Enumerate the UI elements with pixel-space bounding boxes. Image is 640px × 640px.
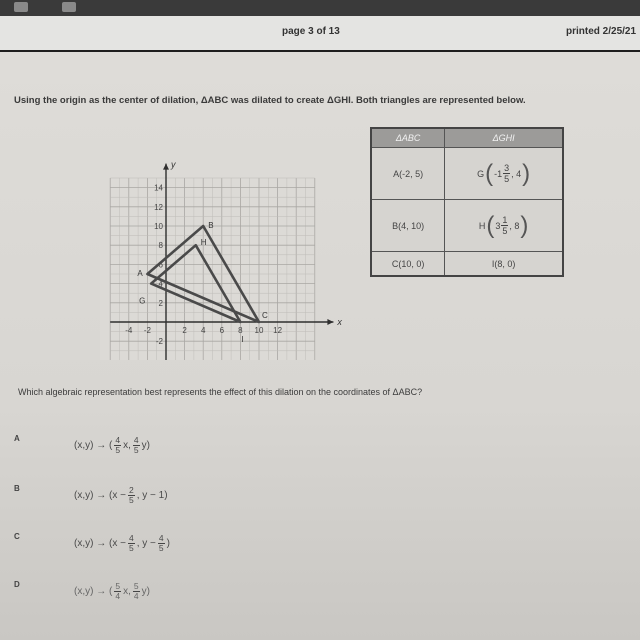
point-i-label-graph: I xyxy=(241,335,244,344)
x-tick-label: 12 xyxy=(273,326,283,335)
option-c-letter[interactable]: C xyxy=(14,532,20,541)
point-b-cell: B(4, 10) xyxy=(371,200,445,252)
x-tick-label: 4 xyxy=(200,326,206,335)
option-c-expression[interactable]: (x,y) → (x − $\frac{4}{5}$ , y − $\frac{4}{5}$ ) xyxy=(74,533,170,553)
page-number: page 3 of 13 xyxy=(282,26,340,37)
question-which: Which algebraic representation best represents the effect of this dilation on the coordinates of ΔABC? xyxy=(18,387,423,397)
point-a-label: A xyxy=(137,269,143,278)
y-tick-label: 4 xyxy=(158,279,163,289)
x-tick-label: 6 xyxy=(219,326,225,335)
point-h-label-graph: H xyxy=(200,238,207,248)
point-g-cell: G ( -1 $\frac{3}{5}$ , 4 ) xyxy=(445,148,563,200)
x-axis-arrow xyxy=(327,319,333,325)
point-g-whole: -1 xyxy=(494,168,503,179)
question-prompt: Using the origin as the center of dilation, ΔABC was dilated to create ΔGHI. Both triangles are represented below. xyxy=(14,95,526,106)
table-header-abc: ΔABC xyxy=(371,128,445,148)
y-tick-label: 2 xyxy=(158,298,163,308)
table-header-ghi: ΔGHI xyxy=(445,128,563,148)
x-tick-label: -4 xyxy=(125,326,133,335)
point-h-y: , 8 xyxy=(509,220,520,231)
point-h-fraction: $\frac{1}{5}$ xyxy=(502,215,508,237)
browser-toolbar xyxy=(0,0,640,16)
coordinates-table xyxy=(370,127,564,277)
x-axis-label: x xyxy=(337,317,342,327)
point-c-label: C xyxy=(262,311,268,320)
point-g-y: , 4 xyxy=(511,168,522,179)
x-tick-label: 2 xyxy=(182,326,187,335)
graph-paper xyxy=(100,138,316,360)
point-h-label: H xyxy=(478,220,486,231)
table-row xyxy=(371,148,563,200)
option-a-letter[interactable]: A xyxy=(14,434,20,443)
coordinate-graph xyxy=(90,110,350,360)
point-h-whole: 3 xyxy=(495,220,501,231)
x-tick-label: -2 xyxy=(143,326,151,335)
option-b-letter[interactable]: B xyxy=(14,484,20,493)
table-row xyxy=(371,200,563,252)
x-tick-label: 10 xyxy=(254,326,264,335)
option-b-expression[interactable]: (x,y) → (x − $\frac{2}{5}$ , y − 1) xyxy=(74,485,168,505)
point-g-label-graph: G xyxy=(139,296,146,306)
point-c-cell: C(10, 0) xyxy=(371,252,445,276)
y-tick-label: 12 xyxy=(154,202,163,212)
point-g-fraction: $\frac{3}{5}$ xyxy=(504,163,510,185)
pencil-icon[interactable] xyxy=(14,2,28,12)
point-a-cell: A(-2, 5) xyxy=(371,148,445,200)
point-g-label: G xyxy=(477,168,485,179)
point-i-cell: I(8, 0) xyxy=(445,252,563,276)
table-row xyxy=(371,252,563,276)
option-d-letter[interactable]: D xyxy=(14,580,20,589)
printed-date: printed 2/25/21 xyxy=(566,26,637,37)
option-a-expression[interactable]: (x,y) → ( $\frac{4}{5}$ x, $\frac{4}{5}$ y) xyxy=(74,435,150,455)
y-tick-label: 6 xyxy=(158,260,163,270)
option-d-expression[interactable]: (x,y) → ( $\frac{5}{4}$ x, $\frac{5}{4}$ y) xyxy=(74,581,150,601)
menu-icon[interactable] xyxy=(62,2,76,12)
y-tick-label: 10 xyxy=(154,222,163,231)
y-axis-label: y xyxy=(171,159,176,170)
x-tick-label: 8 xyxy=(238,326,243,335)
y-tick-label: 8 xyxy=(158,241,163,251)
y-tick-label: 14 xyxy=(154,183,163,193)
point-h-cell: H ( 3 $\frac{1}{5}$ , 8 ) xyxy=(445,200,563,252)
y-tick-label: -2 xyxy=(155,337,163,347)
point-b-label: B xyxy=(208,221,214,230)
